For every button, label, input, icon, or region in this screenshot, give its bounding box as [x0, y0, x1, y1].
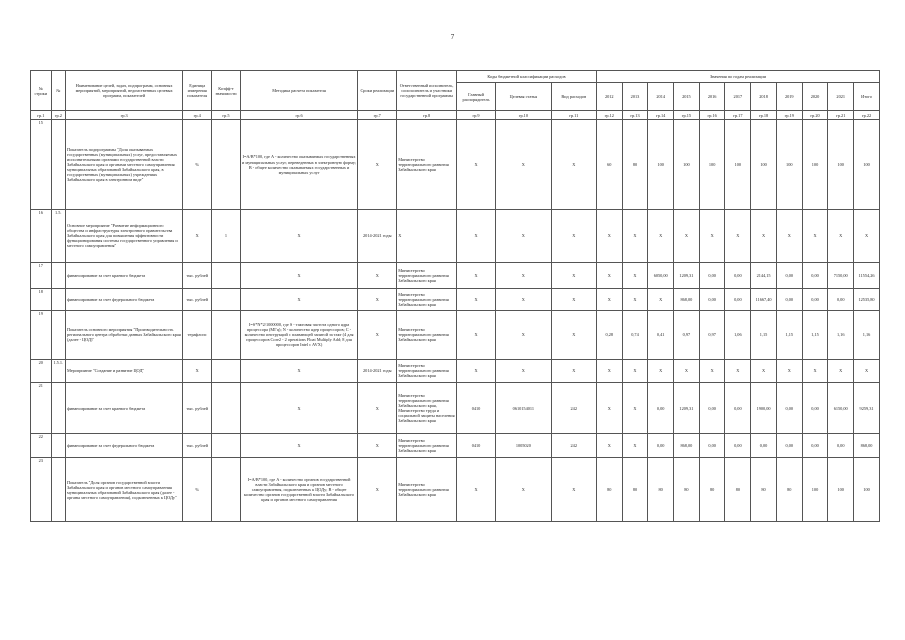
value-2021: X — [828, 209, 854, 262]
item-num — [51, 288, 65, 310]
target-article: X — [496, 288, 552, 310]
target-article: X — [496, 262, 552, 288]
value-2021: 0,00 — [828, 434, 854, 458]
header-name: Наименование целей, задач, подпрограмм, основных мероприятий, мероприятий, ведомственных целевых программ, показателей — [65, 71, 182, 111]
header-num: № — [51, 71, 65, 111]
col-number: гр.19 — [776, 111, 802, 120]
target-article: 1005020 — [496, 434, 552, 458]
value-2019: 80 — [776, 458, 802, 522]
chief-admin: X — [456, 262, 495, 288]
header-year: 2020 — [802, 83, 828, 111]
row-num: 22 — [31, 434, 52, 458]
col-number: гр.15 — [674, 111, 700, 120]
value-2015: 868,00 — [674, 288, 700, 310]
target-article: X — [496, 458, 552, 522]
unit: % — [183, 458, 212, 522]
unit: % — [183, 120, 212, 210]
executor: Министерство территориального развития Забайкальского края — [397, 288, 457, 310]
item-name: финансирование за счет федерального бюджета — [65, 434, 182, 458]
value-2017: 0,00 — [725, 262, 751, 288]
executor: Министерство территориального развития Забайкальского края — [397, 310, 457, 359]
value-2018: 11667,40 — [751, 288, 777, 310]
item-name: финансирование за счет краевого бюджета — [65, 262, 182, 288]
value-2019: 100 — [776, 120, 802, 210]
item-num: 1.5.1. — [51, 359, 65, 382]
term: X — [358, 458, 397, 522]
value-2021: 100 — [828, 120, 854, 210]
col-number: гр.4 — [183, 111, 212, 120]
method: X — [240, 209, 357, 262]
col-number: гр.6 — [240, 111, 357, 120]
col-number: гр.18 — [751, 111, 777, 120]
target-article: 0610154011 — [496, 382, 552, 433]
row-num: 23 — [31, 458, 52, 522]
value-2016: 100 — [699, 120, 725, 210]
table-row — [31, 310, 880, 359]
col-number: гр.12 — [596, 111, 622, 120]
header-year: 2021 — [828, 83, 854, 111]
header-executor: Ответственный исполнитель, соисполнитель и участники государственной программы — [397, 71, 457, 111]
value-2014: 6050,00 — [648, 262, 674, 288]
item-name: Основное мероприятие "Развитие информационного общества и инфраструктуры электронного правительства Забайкальского края для повышения эффективности функционирования системы государственного управления и местного самоуправления" — [65, 209, 182, 262]
item-name: Мероприятие "Создание и развитие ЦОД" — [65, 359, 182, 382]
value-2013: X — [622, 382, 648, 433]
value-2014: X — [648, 288, 674, 310]
value-2014: X — [648, 359, 674, 382]
value-2018: X — [751, 359, 777, 382]
value-2013: 0,74 — [622, 310, 648, 359]
value-2021: X — [828, 359, 854, 382]
executor: X — [397, 209, 457, 262]
executor: Министерство территориального развития Забайкальского края — [397, 120, 457, 210]
value-2017: 0,00 — [725, 288, 751, 310]
col-number: гр.10 — [496, 111, 552, 120]
header-year: 2015 — [674, 83, 700, 111]
target-article: X — [496, 310, 552, 359]
value-total: 100 — [854, 458, 880, 522]
header-budget-codes: Коды бюджетной классификации расходов — [456, 71, 596, 83]
item-name: финансирование за счет краевого бюджета — [65, 382, 182, 433]
term: X — [358, 434, 397, 458]
value-total: 100 — [854, 120, 880, 210]
row-num: 21 — [31, 382, 52, 433]
expense-type: X — [551, 359, 596, 382]
value-2020: 0,00 — [802, 434, 828, 458]
header-year: 2013 — [622, 83, 648, 111]
value-2016: X — [699, 359, 725, 382]
executor: Министерство территориального развития Забайкальского края — [397, 434, 457, 458]
col-number: гр.21 — [828, 111, 854, 120]
header-year: 2014 — [648, 83, 674, 111]
value-2013: X — [622, 434, 648, 458]
value-2020: 0,00 — [802, 288, 828, 310]
value-2013: X — [622, 288, 648, 310]
value-2013: X — [622, 209, 648, 262]
table-row — [31, 458, 880, 522]
header-unit: Единица измерения показателя — [183, 71, 212, 111]
term: X — [358, 382, 397, 433]
page-number: 7 — [450, 33, 455, 41]
method: I=A/B*100, где A - количество органов государственной власти Забайкальского края и органов местного самоуправления, подключенных к ЦОДу; B - общее количество органов государственной власти Забайкальского края и органов местного самоуправления — [240, 458, 357, 522]
value-2019: 0,00 — [776, 262, 802, 288]
value-2018: 0,00 — [751, 434, 777, 458]
value-2016: X — [699, 209, 725, 262]
chief-admin: X — [456, 359, 495, 382]
expense-type: X — [551, 262, 596, 288]
row-num: 18 — [31, 288, 52, 310]
value-total: 868,00 — [854, 434, 880, 458]
executor: Министерство территориального развития Забайкальского края — [397, 262, 457, 288]
term: 2014-2021 годы — [358, 209, 397, 262]
program-table — [30, 70, 880, 522]
value-2019: X — [776, 359, 802, 382]
value-2012: X — [596, 434, 622, 458]
table-row — [31, 288, 880, 310]
table-row — [31, 382, 880, 433]
value-2013: 80 — [622, 458, 648, 522]
col-number: гр.7 — [358, 111, 397, 120]
expense-type: X — [551, 120, 596, 210]
weight — [212, 310, 241, 359]
header-expense-type: Вид расходов — [551, 83, 596, 111]
value-2019: 0,00 — [776, 434, 802, 458]
value-2014: 100 — [648, 120, 674, 210]
value-2014: 80 — [648, 458, 674, 522]
chief-admin: X — [456, 288, 495, 310]
term: X — [358, 262, 397, 288]
value-2020: 100 — [802, 458, 828, 522]
header-target-article: Целевая статья — [496, 83, 552, 111]
col-number: гр.5 — [212, 111, 241, 120]
value-2016: 0,00 — [699, 288, 725, 310]
col-number: гр.3 — [65, 111, 182, 120]
method: X — [240, 288, 357, 310]
term: X — [358, 310, 397, 359]
target-article: X — [496, 359, 552, 382]
header-year: 2016 — [699, 83, 725, 111]
value-2019: 0,00 — [776, 288, 802, 310]
value-2015: 1209,31 — [674, 382, 700, 433]
value-2017: 80 — [725, 458, 751, 522]
value-2017: 0,00 — [725, 382, 751, 433]
method: I=A/B*100, где A - количество оказываемых государственных и муниципальных услуг, переведенных в электронную форму; B - общее количество оказываемых государственных и муниципальных услуг — [240, 120, 357, 210]
col-number: гр.13 — [622, 111, 648, 120]
expense-type: X — [551, 288, 596, 310]
weight — [212, 288, 241, 310]
value-2012: 0,28 — [596, 310, 622, 359]
value-2017: X — [725, 209, 751, 262]
weight — [212, 382, 241, 433]
row-num: 20 — [31, 359, 52, 382]
value-2020: X — [802, 359, 828, 382]
header-row-num: № строки — [31, 71, 52, 111]
col-number: гр.1 — [31, 111, 52, 120]
method: X — [240, 262, 357, 288]
value-2015: 1209,31 — [674, 262, 700, 288]
header-chief-admin: Главный распорядитель — [456, 83, 495, 111]
value-2013: X — [622, 359, 648, 382]
expense-type: X — [551, 209, 596, 262]
value-2015: 0,97 — [674, 310, 700, 359]
value-total: 9259,31 — [854, 382, 880, 433]
expense-type: X — [551, 458, 596, 522]
value-2012: X — [596, 209, 622, 262]
value-2015: 80 — [674, 458, 700, 522]
value-2015: 868,00 — [674, 434, 700, 458]
column-number-row — [31, 111, 880, 120]
chief-admin: X — [456, 310, 495, 359]
executor: Министерство территориального развития Забайкальского края — [397, 458, 457, 522]
method: I=S*N*2/1000000, где S - тактовая частота одного ядра процессора (МГц); N - количество ядер процессоров; C - количество инструкций с плавающей запятой за такт (4 для процессоров Core2 - 2 operations Float Multiply Add; 8 для процессоров Intel с AVX) — [240, 310, 357, 359]
value-2014: 0,00 — [648, 434, 674, 458]
row-num: 19 — [31, 310, 52, 359]
chief-admin: X — [456, 209, 495, 262]
col-number: гр.9 — [456, 111, 495, 120]
header-year: 2012 — [596, 83, 622, 111]
value-2021: 6150,00 — [828, 382, 854, 433]
weight — [212, 120, 241, 210]
value-2017: X — [725, 359, 751, 382]
table-row — [31, 434, 880, 458]
value-total: X — [854, 359, 880, 382]
value-2018: 80 — [751, 458, 777, 522]
unit: тыс. рублей — [183, 262, 212, 288]
col-number: гр.11 — [551, 111, 596, 120]
value-2020: 1,15 — [802, 310, 828, 359]
row-num: 17 — [31, 262, 52, 288]
header-year: 2017 — [725, 83, 751, 111]
header-year: 2018 — [751, 83, 777, 111]
col-number: гр.14 — [648, 111, 674, 120]
value-total: X — [854, 209, 880, 262]
term: X — [358, 288, 397, 310]
value-2019: X — [776, 209, 802, 262]
value-2016: 0,00 — [699, 434, 725, 458]
value-2018: X — [751, 209, 777, 262]
value-total: 1,16 — [854, 310, 880, 359]
value-2021: 1,16 — [828, 310, 854, 359]
item-name: финансирование за счет федерального бюджета — [65, 288, 182, 310]
item-name: Показатель подпрограммы "Доля оказываемых государственных (муниципальных) услуг, предоставляемых исполнительными органами государственной власти Забайкальского края и органами местного самоуправления муниципальных образований Забайкальского края, в государственных (муниципальных) учреждениях Забайкальского края в электронном виде" — [65, 120, 182, 210]
col-number: гр.17 — [725, 111, 751, 120]
method: X — [240, 382, 357, 433]
weight — [212, 262, 241, 288]
chief-admin: X — [456, 458, 495, 522]
item-num: 1.5. — [51, 209, 65, 262]
weight — [212, 359, 241, 382]
value-2018: 2144,15 — [751, 262, 777, 288]
expense-type: 242 — [551, 382, 596, 433]
target-article: X — [496, 209, 552, 262]
value-2013: X — [622, 262, 648, 288]
value-2012: X — [596, 262, 622, 288]
item-num — [51, 434, 65, 458]
weight: 1 — [212, 209, 241, 262]
value-2015: X — [674, 209, 700, 262]
col-number: гр.22 — [854, 111, 880, 120]
table-row — [31, 209, 880, 262]
unit: терафлопс — [183, 310, 212, 359]
term: X — [358, 120, 397, 210]
term: 2014-2021 годы — [358, 359, 397, 382]
unit: тыс. рублей — [183, 288, 212, 310]
value-2012: X — [596, 359, 622, 382]
value-2017: 100 — [725, 120, 751, 210]
method: X — [240, 359, 357, 382]
value-2012: 60 — [596, 120, 622, 210]
value-2021: 7150,00 — [828, 262, 854, 288]
value-total: 11554,26 — [854, 262, 880, 288]
value-2018: 100 — [751, 120, 777, 210]
value-2012: X — [596, 382, 622, 433]
chief-admin: 0410 — [456, 382, 495, 433]
item-num — [51, 120, 65, 210]
value-2016: 0,97 — [699, 310, 725, 359]
value-2018: 1900,00 — [751, 382, 777, 433]
value-2016: 0,00 — [699, 382, 725, 433]
value-total: 12535,80 — [854, 288, 880, 310]
table-row — [31, 120, 880, 210]
value-2017: 1,06 — [725, 310, 751, 359]
value-2018: 1,15 — [751, 310, 777, 359]
value-2014: 0,00 — [648, 382, 674, 433]
col-number: гр.16 — [699, 111, 725, 120]
executor: Министерство территориального развития Забайкальского края, Министерство труда и социальной защиты населения Забайкальского края — [397, 382, 457, 433]
chief-admin: X — [456, 120, 495, 210]
value-2019: 1,15 — [776, 310, 802, 359]
col-number: гр.2 — [51, 111, 65, 120]
expense-type: 242 — [551, 434, 596, 458]
unit: тыс. рублей — [183, 434, 212, 458]
expense-type: X — [551, 310, 596, 359]
unit: X — [183, 359, 212, 382]
chief-admin: 0410 — [456, 434, 495, 458]
row-num: 16 — [31, 209, 52, 262]
value-2020: X — [802, 209, 828, 262]
header-year: 2019 — [776, 83, 802, 111]
value-2017: 0,00 — [725, 434, 751, 458]
header-total: Итого — [854, 83, 880, 111]
value-2021: 0,00 — [828, 288, 854, 310]
value-2016: 0,00 — [699, 262, 725, 288]
value-2013: 80 — [622, 120, 648, 210]
method: X — [240, 434, 357, 458]
item-num — [51, 310, 65, 359]
weight — [212, 458, 241, 522]
item-num — [51, 458, 65, 522]
unit: тыс. рублей — [183, 382, 212, 433]
row-num: 15 — [31, 120, 52, 210]
item-num — [51, 262, 65, 288]
value-2021: 100 — [828, 458, 854, 522]
header-method: Методика расчета показателя — [240, 71, 357, 111]
value-2012: 80 — [596, 458, 622, 522]
header-term: Сроки реализации — [358, 71, 397, 111]
header-row-1 — [31, 71, 880, 83]
weight — [212, 434, 241, 458]
header-weight: Коэфф-т значимости — [212, 71, 241, 111]
value-2020: 0,00 — [802, 262, 828, 288]
table-row — [31, 262, 880, 288]
header-values-by-year: Значения по годам реализации — [596, 71, 879, 83]
col-number: гр.20 — [802, 111, 828, 120]
value-2020: 0,00 — [802, 382, 828, 433]
value-2016: 80 — [699, 458, 725, 522]
value-2015: X — [674, 359, 700, 382]
target-article: X — [496, 120, 552, 210]
value-2020: 100 — [802, 120, 828, 210]
item-num — [51, 382, 65, 433]
table-row — [31, 359, 880, 382]
value-2015: 100 — [674, 120, 700, 210]
value-2012: X — [596, 288, 622, 310]
col-number: гр.8 — [397, 111, 457, 120]
value-2014: 0,41 — [648, 310, 674, 359]
value-2014: X — [648, 209, 674, 262]
value-2019: 0,00 — [776, 382, 802, 433]
item-name: Показатель основного мероприятия "Производительность регионального центра обработки данных Забайкальского края (далее - ЦОД)" — [65, 310, 182, 359]
item-name: Показатель "Доля органов государственной власти Забайкальского края и органов местного самоуправления муниципальных образований Забайкальского края (далее - органы местного самоуправления), подключенных к ЦОДу" — [65, 458, 182, 522]
unit: X — [183, 209, 212, 262]
executor: Министерство территориального развития Забайкальского края — [397, 359, 457, 382]
